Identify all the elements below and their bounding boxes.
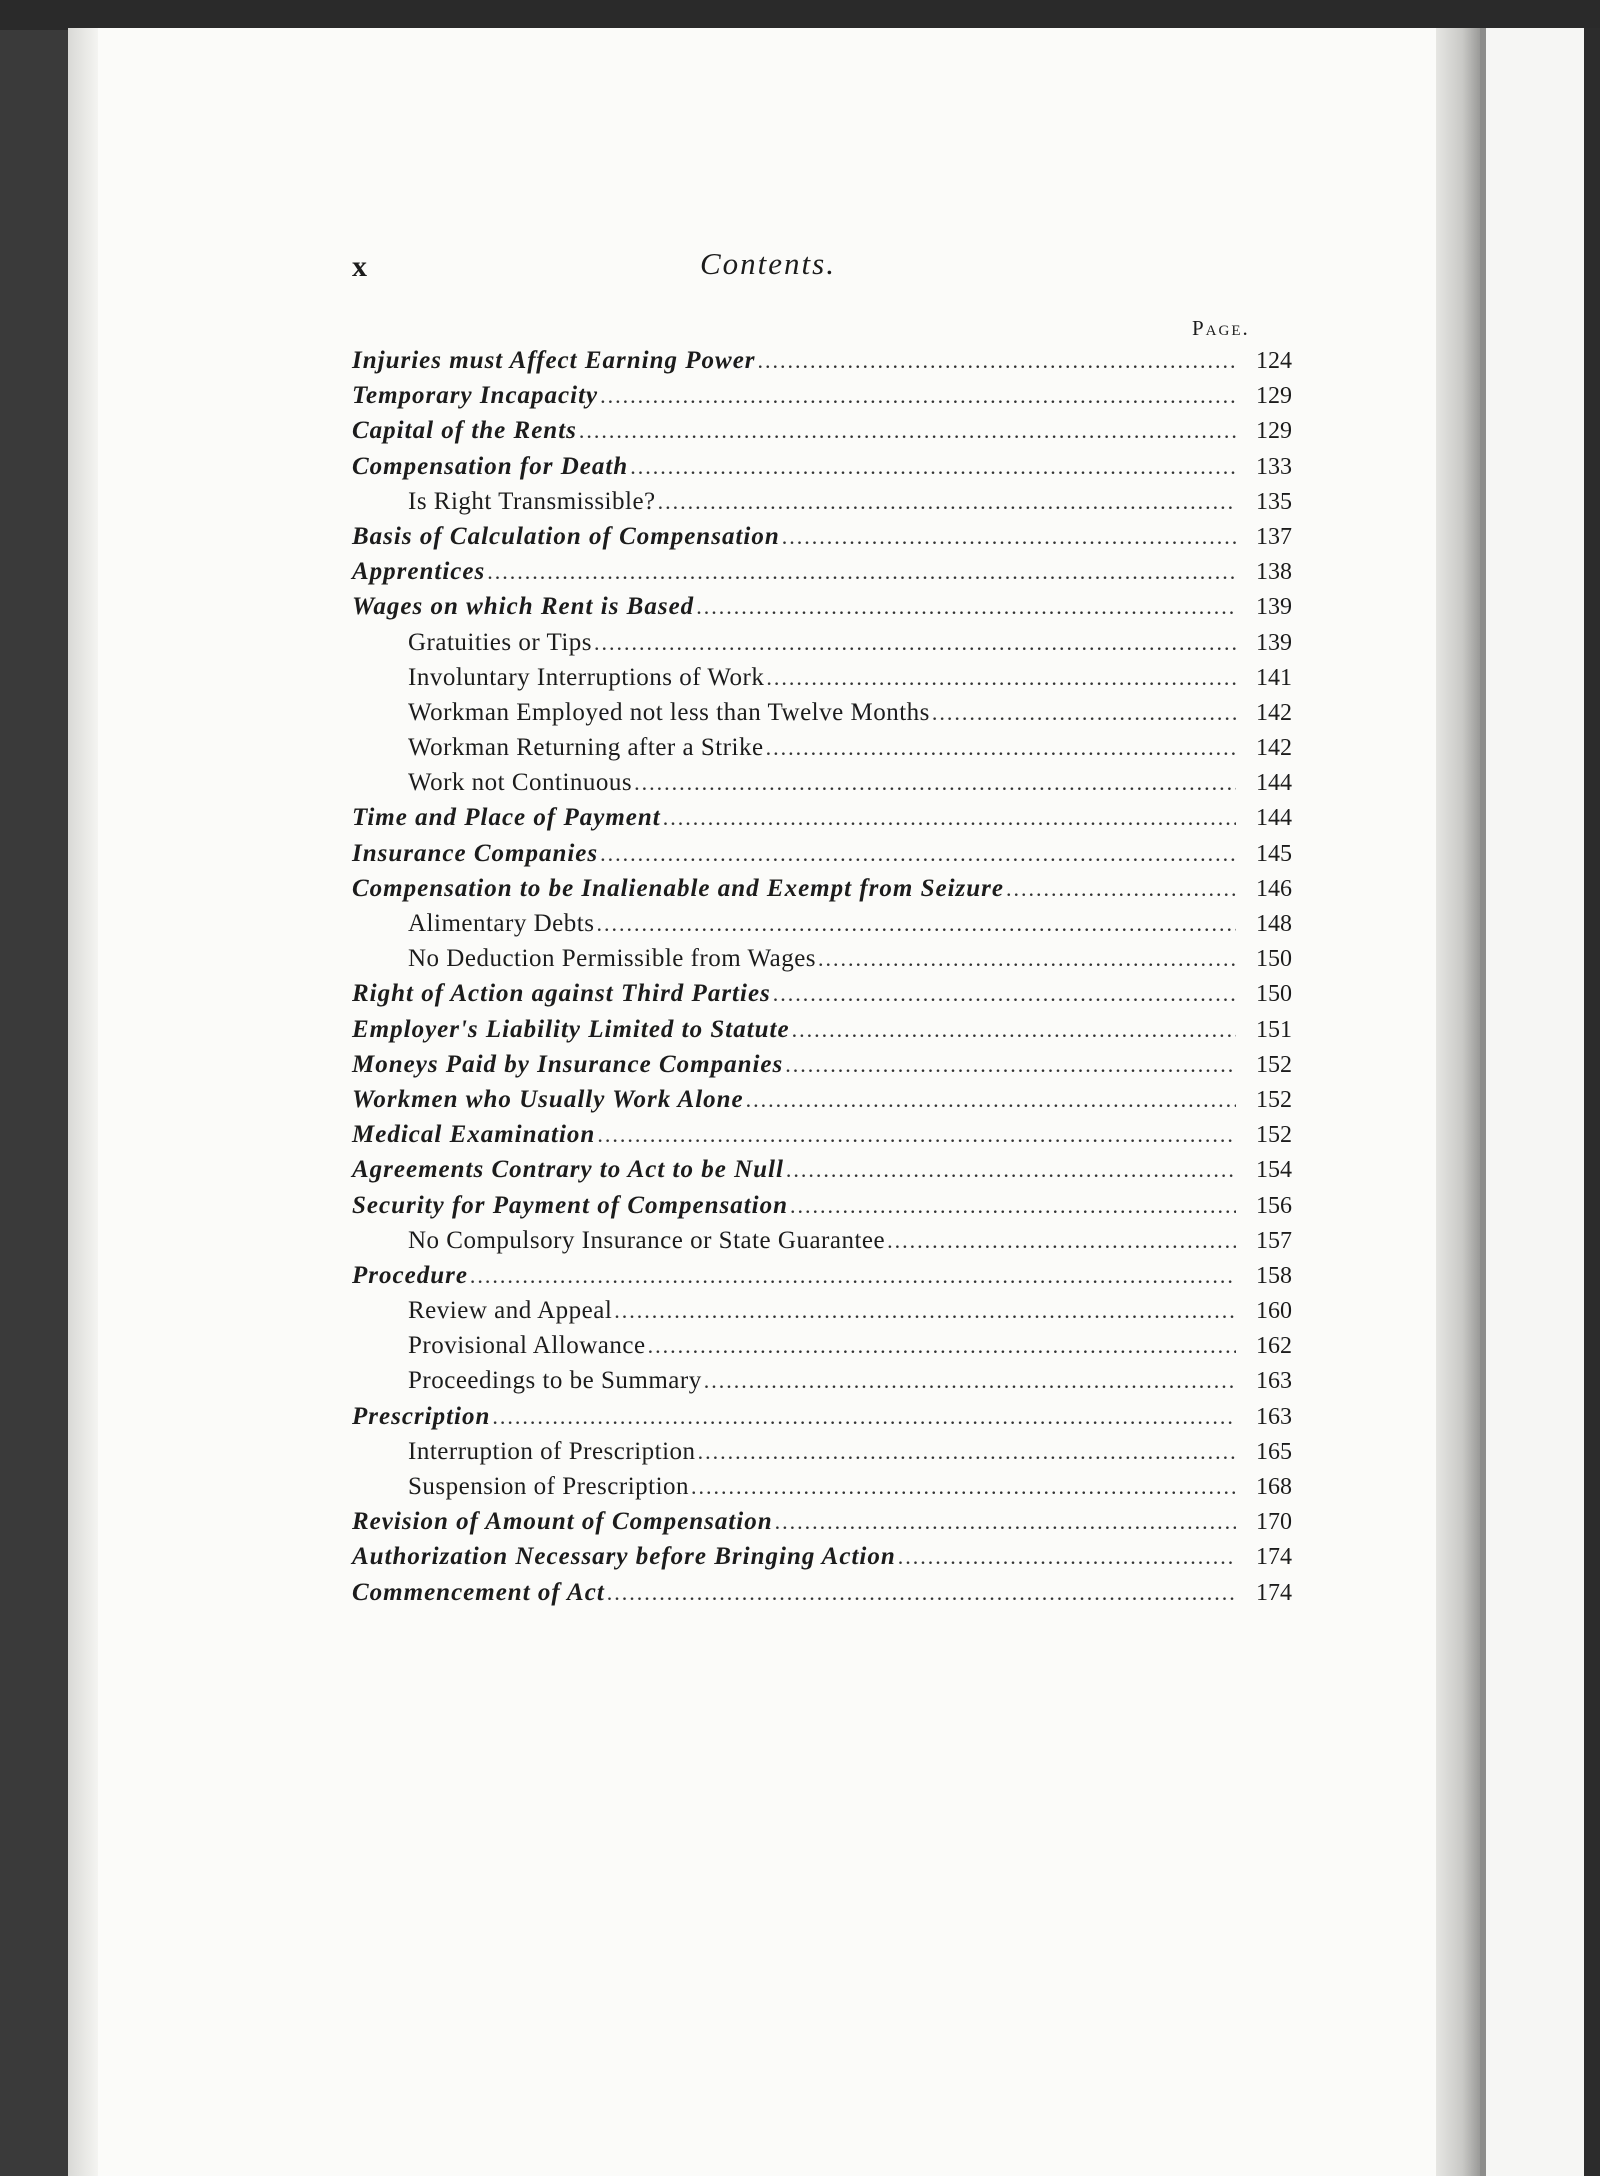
toc-entry-title: Review and Appeal [408,1297,613,1325]
toc-entry-title: Agreements Contrary to Act to be Null [352,1156,784,1184]
toc-entry-page: 170 [1256,1509,1292,1536]
dot-leader [600,383,1236,409]
toc-entry-page: 145 [1256,840,1292,867]
scan-background-top [0,0,1600,30]
toc-entry-page: 146 [1256,875,1292,902]
toc-entry-page: 168 [1256,1474,1292,1500]
toc-entry-page: 150 [1256,981,1292,1008]
toc-entry [352,417,1292,452]
toc-entry-title: Security for Payment of Compensation [352,1191,788,1219]
toc-entry-title: Suspension of Prescription [408,1473,690,1500]
toc-entry-title: Employer's Liability Limited to Statute [352,1015,790,1043]
toc-entry [352,769,1292,804]
toc-entry-title: Wages on which Rent is Based [352,593,695,621]
dot-leader [746,1087,1236,1113]
page-left-edge [68,28,98,2176]
toc-entry [352,1227,1292,1262]
toc-entry-title: Workman Employed not less than Twelve Months [408,698,930,726]
toc-entry-page: 152 [1256,1122,1292,1149]
toc-entry-title: Compensation to be Inalienable and Exempt from Seizure [352,874,1004,902]
toc-entry [352,1438,1292,1473]
toc-entry [352,980,1292,1015]
toc-entry-title: Authorization Necessary before Bringing Action [352,1543,896,1571]
toc-entry [352,1016,1292,1051]
dot-leader [786,1157,1236,1183]
dot-leader [696,594,1236,620]
toc-entry [352,1156,1292,1191]
dot-leader [594,630,1236,656]
toc-entry [352,1332,1292,1367]
toc-entry-title: Provisional Allowance [408,1332,646,1360]
toc-entry-title: Capital of the Rents [352,417,577,445]
toc-entry [352,488,1292,523]
toc-entry [352,1297,1292,1332]
toc-entry-page: 144 [1256,770,1292,797]
toc-entry-title: Workmen who Usually Work Alone [352,1085,744,1113]
dot-leader [614,1298,1236,1324]
toc-entry-page: 151 [1256,1016,1292,1043]
toc-entry-page: 154 [1256,1157,1292,1184]
toc-entry [352,1403,1292,1438]
toc-entry [352,1543,1292,1578]
dot-leader [766,735,1236,761]
dot-leader [663,805,1236,831]
toc-entry [352,664,1292,699]
dot-leader [579,418,1236,444]
toc-entry [352,945,1292,980]
toc-entry-page: 160 [1256,1298,1292,1325]
toc-entry-title: Medical Examination [352,1121,596,1149]
toc-entry-title: Workman Returning after a Strike [408,734,764,762]
toc-entry [352,1367,1292,1402]
toc-entry-title: Is Right Transmissible? [408,487,656,515]
toc-entry-page: 152 [1256,1051,1292,1078]
toc-entry-page: 129 [1256,383,1292,410]
dot-leader [704,1368,1236,1394]
toc-entry [352,1508,1292,1543]
toc-entry [352,1473,1292,1508]
toc-entry-title: Injuries must Affect Earning Power [352,347,756,374]
toc-entry-page: 162 [1256,1333,1292,1360]
toc-entry-page: 158 [1256,1262,1292,1289]
dot-leader [596,911,1236,937]
dot-leader [758,348,1236,374]
toc-entry-page: 157 [1256,1227,1292,1254]
adjacent-page [1480,28,1584,2176]
toc-entry-page: 174 [1256,1544,1292,1571]
toc-entry [352,1051,1292,1086]
dot-leader [597,1122,1236,1148]
toc-entry-title: Interruption of Prescription [408,1437,696,1465]
toc-entry [352,910,1292,945]
toc-entry-title: Commencement of Act [352,1578,605,1606]
toc-entry-title: Temporary Incapacity [352,382,599,410]
dot-leader [691,1474,1236,1500]
toc-entry-page: 129 [1256,418,1292,445]
toc-entry-title: Gratuities or Tips [408,628,593,656]
toc-entry-title: Moneys Paid by Insurance Companies [352,1050,784,1078]
toc-entry-page: 139 [1256,629,1292,656]
toc-entry-page: 148 [1256,911,1292,937]
toc-entry-page: 163 [1256,1368,1292,1395]
dot-leader [775,1509,1236,1535]
toc-entry-title: Insurance Companies [352,839,599,867]
toc-entry-page: 138 [1256,559,1292,586]
toc-entry-page: 156 [1256,1192,1292,1219]
toc-entry [352,734,1292,769]
toc-entry-page: 139 [1256,594,1292,621]
toc-entry-title: Involuntary Interruptions of Work [408,663,765,691]
toc-entry-title: Basis of Calculation of Compensation [352,522,780,550]
toc-entry-page: 137 [1256,523,1292,550]
page-column-label: Page. [1192,316,1250,340]
toc-entry-title: Procedure [352,1261,468,1289]
toc-entry-page: 152 [1256,1086,1292,1113]
toc-entry-page: 174 [1256,1579,1292,1606]
table-of-contents [352,347,1292,1614]
toc-entry [352,699,1292,734]
toc-entry [352,523,1292,558]
toc-entry [352,840,1292,875]
toc-entry-page: 133 [1256,453,1292,480]
dot-leader [698,1439,1236,1465]
dot-leader [600,841,1236,867]
dot-leader [932,700,1236,726]
toc-entry-page: 150 [1256,946,1292,973]
running-head: Contents. [700,246,836,281]
dot-leader [785,1052,1236,1078]
toc-entry [352,804,1292,839]
dot-leader [634,770,1236,796]
dot-leader [898,1544,1236,1570]
dot-leader [766,665,1236,691]
dot-leader [887,1228,1236,1254]
page-folio: x [352,250,368,283]
toc-entry [352,1192,1292,1227]
toc-entry-page: 163 [1256,1403,1292,1430]
toc-entry-page: 135 [1256,488,1292,515]
toc-entry [352,1086,1292,1121]
dot-leader [790,1193,1236,1219]
toc-entry-title: Time and Place of Payment [352,804,661,832]
dot-leader [492,1404,1236,1430]
toc-entry [352,453,1292,488]
dot-leader [1006,876,1236,902]
dot-leader [773,981,1236,1007]
dot-leader [782,524,1236,550]
dot-leader [658,489,1236,515]
toc-entry-title: Revision of Amount of Compensation [352,1508,773,1536]
toc-entry-title: Prescription [352,1402,491,1430]
toc-entry [352,1262,1292,1297]
dot-leader [607,1580,1236,1606]
toc-entry-page: 144 [1256,805,1292,832]
toc-entry-title: Proceedings to be Summary [408,1367,702,1395]
toc-entry-title: Work not Continuous [408,769,633,797]
toc-entry [352,593,1292,628]
toc-entry-title: Alimentary Debts [408,910,595,937]
toc-entry [352,1121,1292,1156]
toc-entry-title: Apprentices [352,558,486,586]
toc-entry-title: No Compulsory Insurance or State Guarantee [408,1226,886,1254]
toc-entry [352,382,1292,417]
dot-leader [470,1263,1236,1289]
toc-entry-title: Compensation for Death [352,452,629,480]
dot-leader [630,454,1236,480]
dot-leader [792,1017,1236,1043]
toc-entry-page: 142 [1256,699,1292,726]
toc-entry [352,1579,1292,1614]
toc-entry [352,558,1292,593]
toc-entry-page: 165 [1256,1438,1292,1465]
dot-leader [818,946,1236,972]
toc-entry [352,629,1292,664]
toc-entry-title: Right of Action against Third Parties [352,980,771,1008]
toc-entry-page: 142 [1256,735,1292,762]
dot-leader [487,559,1236,585]
page-right-shadow [1436,28,1480,2176]
toc-entry-page: 124 [1256,348,1292,374]
toc-entry [352,347,1292,382]
toc-entry [352,875,1292,910]
toc-entry-title: No Deduction Permissible from Wages [408,945,817,973]
toc-entry-page: 141 [1256,664,1292,691]
dot-leader [648,1333,1236,1359]
